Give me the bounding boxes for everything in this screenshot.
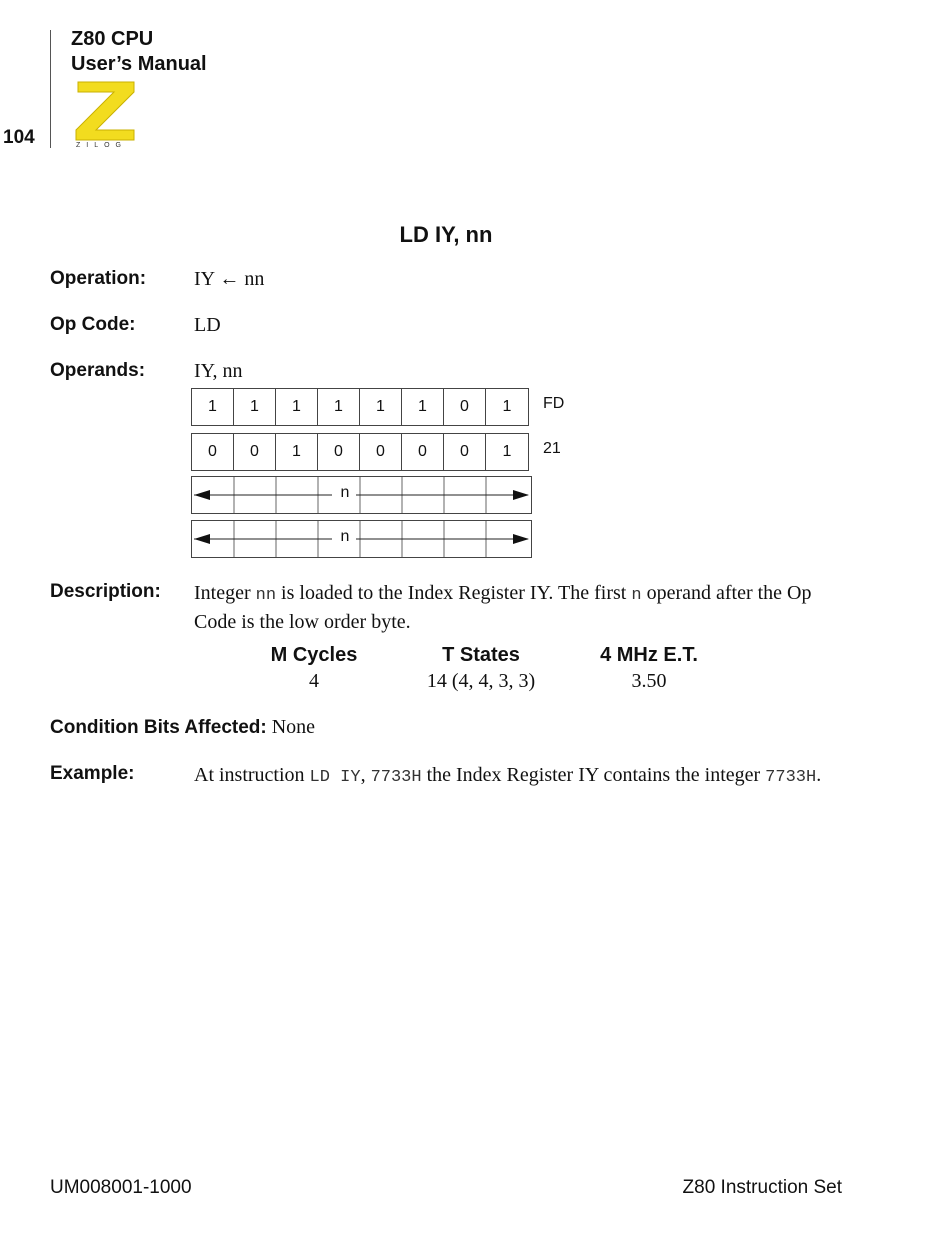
bit-cell: 0 bbox=[402, 434, 444, 470]
example-code: LD IY bbox=[309, 768, 361, 787]
example-label: Example: bbox=[50, 763, 135, 784]
bit-cell: 0 bbox=[318, 434, 360, 470]
operands-label: Operands: bbox=[50, 360, 146, 381]
bit-cell: 1 bbox=[192, 389, 234, 425]
description-label: Description: bbox=[50, 581, 161, 602]
operation-label: Operation: bbox=[50, 268, 147, 289]
timing-value-m-cycles: 4 bbox=[309, 670, 319, 692]
description-code: n bbox=[631, 586, 642, 605]
bit-cell: 0 bbox=[234, 434, 276, 470]
timing-value-exec-time: 3.50 bbox=[631, 670, 667, 692]
example-part: , bbox=[360, 764, 371, 786]
example-code: 7733H bbox=[765, 768, 817, 787]
byte2-hex: 21 bbox=[543, 440, 561, 457]
example-part: At instruction bbox=[194, 764, 310, 786]
manual-title-line2: User’s Manual bbox=[71, 53, 207, 75]
example-part: the Index Register IY contains the integer bbox=[421, 764, 766, 786]
timing-header-t-states: T States bbox=[442, 644, 520, 666]
description-part: Integer bbox=[194, 582, 256, 604]
bit-cell: 1 bbox=[360, 389, 402, 425]
instruction-title: LD IY, nn bbox=[399, 222, 493, 247]
operand-n-low-byte bbox=[191, 476, 532, 514]
bit-cell: 1 bbox=[318, 389, 360, 425]
description-part: is loaded to the Index Register IY. The first bbox=[276, 582, 632, 604]
manual-title bbox=[71, 27, 207, 77]
bit-cell: 0 bbox=[444, 434, 486, 470]
description-code: nn bbox=[255, 586, 277, 605]
opcode-byte1 bbox=[191, 388, 529, 426]
bit-cell: 0 bbox=[192, 434, 234, 470]
bit-cell: 1 bbox=[276, 434, 318, 470]
opcode-byte2 bbox=[191, 433, 529, 471]
bit-cell: 1 bbox=[502, 398, 512, 415]
byte1-hex: FD bbox=[543, 395, 565, 412]
example-code: 7733H bbox=[370, 768, 422, 787]
bit-cell: 1 bbox=[502, 443, 512, 460]
bit-cell: 0 bbox=[444, 389, 486, 425]
example-text bbox=[194, 762, 854, 791]
page-number: 104 bbox=[3, 127, 35, 148]
bit-cell: 0 bbox=[360, 434, 402, 470]
example-part: . bbox=[816, 764, 822, 786]
bit-cell: 1 bbox=[402, 389, 444, 425]
document-number: UM008001-1000 bbox=[50, 1177, 192, 1198]
operand-n-label: n bbox=[340, 528, 350, 545]
section-name: Z80 Instruction Set bbox=[682, 1177, 842, 1198]
zilog-logo bbox=[72, 78, 138, 148]
logo-text: ZILOG bbox=[76, 142, 128, 148]
operation-value: IY ← nn bbox=[194, 268, 265, 290]
condition-label: Condition Bits Affected: bbox=[50, 717, 267, 738]
description-part: operand after the Op Code is the low order byte. bbox=[194, 582, 812, 633]
condition-value: None bbox=[266, 716, 316, 738]
opcode-value: LD bbox=[194, 314, 221, 336]
bit-cell: 1 bbox=[234, 389, 276, 425]
operand-n-high-byte bbox=[191, 520, 532, 558]
condition-bits bbox=[50, 716, 315, 739]
opcode-label: Op Code: bbox=[50, 314, 136, 335]
timing-value-t-states: 14 (4, 4, 3, 3) bbox=[426, 670, 536, 692]
operand-n-label: n bbox=[340, 484, 350, 501]
timing-header-exec-time: 4 MHz E.T. bbox=[600, 644, 698, 666]
manual-title-line1: Z80 CPU bbox=[71, 28, 154, 50]
description-text bbox=[194, 580, 854, 635]
timing-header-m-cycles: M Cycles bbox=[270, 644, 358, 666]
bit-cell: 1 bbox=[276, 389, 318, 425]
header-rule bbox=[50, 30, 51, 148]
operands-value: IY, nn bbox=[194, 360, 243, 382]
